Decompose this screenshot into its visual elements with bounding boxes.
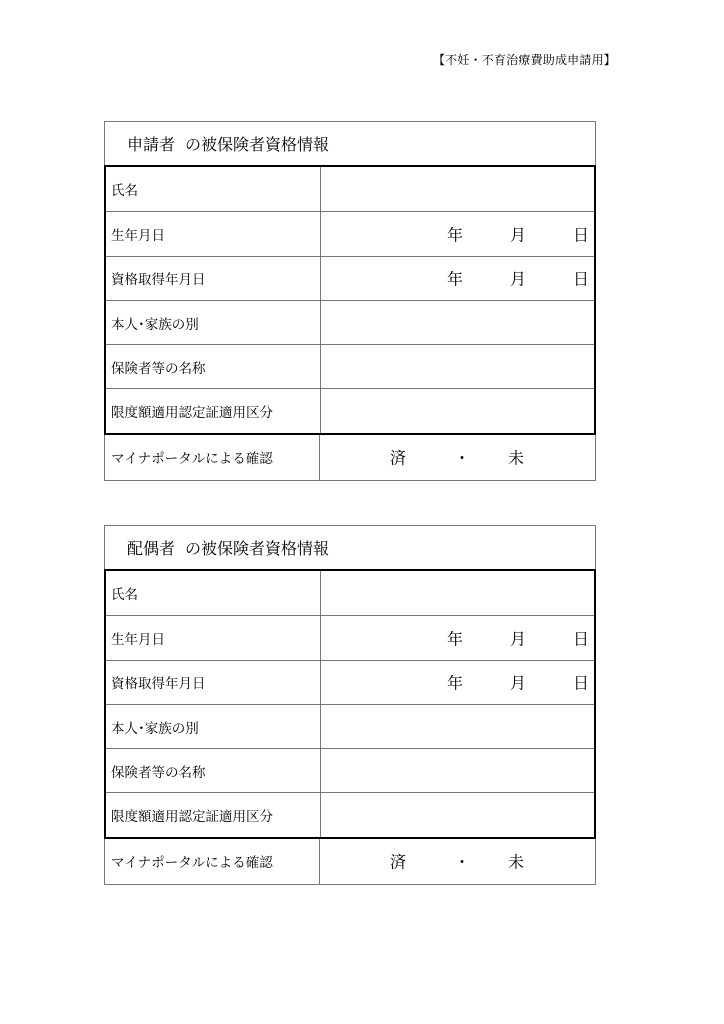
insurance-info-table <box>104 165 596 435</box>
table-row-name <box>106 167 594 211</box>
relation-label: 本人･家族の別 <box>106 705 321 748</box>
qualification-date-field[interactable] <box>321 661 594 704</box>
month-unit: 月 <box>510 225 527 245</box>
limit-category-field[interactable] <box>321 793 594 836</box>
section-title-suffix: の被保険者資格情報 <box>185 539 330 558</box>
limit-category-label: 限度額適用認定証適用区分 <box>106 389 321 432</box>
insurer-name-label: 保険者等の名称 <box>106 749 321 792</box>
birthdate-label: 生年月日 <box>106 616 321 659</box>
spouse-insurance-section <box>104 525 596 885</box>
qualification-date-label: 資格取得年月日 <box>106 257 321 300</box>
confirm-done-option[interactable]: 済 <box>390 448 407 468</box>
month-unit: 月 <box>510 269 527 289</box>
table-row-insurer-name <box>106 344 594 388</box>
table-row-birthdate <box>106 615 594 659</box>
section-title-prefix: 配偶者 <box>127 539 176 558</box>
insurer-name-label: 保険者等の名称 <box>106 345 321 388</box>
year-unit: 年 <box>447 673 464 693</box>
relation-label: 本人･家族の別 <box>106 301 321 344</box>
limit-category-label: 限度額適用認定証適用区分 <box>106 793 321 836</box>
section-title-prefix: 申請者 <box>127 135 176 154</box>
month-unit: 月 <box>510 629 527 649</box>
day-unit: 日 <box>573 225 590 245</box>
table-row-insurer-name <box>106 748 594 792</box>
year-unit: 年 <box>447 629 464 649</box>
birthdate-label: 生年月日 <box>106 212 321 255</box>
relation-field[interactable] <box>321 301 594 344</box>
table-row-relation <box>106 300 594 344</box>
insurer-name-field[interactable] <box>321 749 594 792</box>
mynaportal-label: マイナポータルによる確認 <box>105 435 320 480</box>
name-label: 氏名 <box>106 571 321 615</box>
relation-field[interactable] <box>321 705 594 748</box>
day-unit: 日 <box>573 673 590 693</box>
table-row-limit-category <box>106 792 594 836</box>
mynaportal-label: マイナポータルによる確認 <box>105 839 320 884</box>
confirm-done-option[interactable]: 済 <box>390 852 407 872</box>
table-row-relation <box>106 704 594 748</box>
table-row-limit-category <box>106 388 594 432</box>
section-title <box>104 121 596 165</box>
month-unit: 月 <box>510 673 527 693</box>
section-title <box>104 525 596 569</box>
section-title-suffix: の被保険者資格情報 <box>185 135 330 154</box>
qualification-date-field[interactable] <box>321 257 594 300</box>
name-label: 氏名 <box>106 167 321 211</box>
name-field[interactable] <box>321 571 594 615</box>
limit-category-field[interactable] <box>321 389 594 432</box>
year-unit: 年 <box>447 269 464 289</box>
table-row-mynaportal <box>104 839 596 885</box>
table-row-qualification-date <box>106 256 594 300</box>
table-row-name <box>106 571 594 615</box>
name-field[interactable] <box>321 167 594 211</box>
birthdate-field[interactable] <box>321 616 594 659</box>
qualification-date-label: 資格取得年月日 <box>106 661 321 704</box>
table-row-qualification-date <box>106 660 594 704</box>
confirm-separator: ・ <box>454 448 471 468</box>
table-row-mynaportal <box>104 435 596 481</box>
day-unit: 日 <box>573 629 590 649</box>
table-row-birthdate <box>106 211 594 255</box>
year-unit: 年 <box>447 225 464 245</box>
day-unit: 日 <box>573 269 590 289</box>
form-type-label: 【不妊・不育治療費助成申請用】 <box>432 53 616 67</box>
confirm-not-done-option[interactable]: 未 <box>508 852 525 872</box>
insurance-info-table <box>104 569 596 839</box>
confirm-separator: ・ <box>454 852 471 872</box>
applicant-insurance-section <box>104 121 596 481</box>
insurer-name-field[interactable] <box>321 345 594 388</box>
confirm-not-done-option[interactable]: 未 <box>508 448 525 468</box>
mynaportal-confirm-field <box>320 839 595 884</box>
birthdate-field[interactable] <box>321 212 594 255</box>
mynaportal-confirm-field <box>320 435 595 480</box>
